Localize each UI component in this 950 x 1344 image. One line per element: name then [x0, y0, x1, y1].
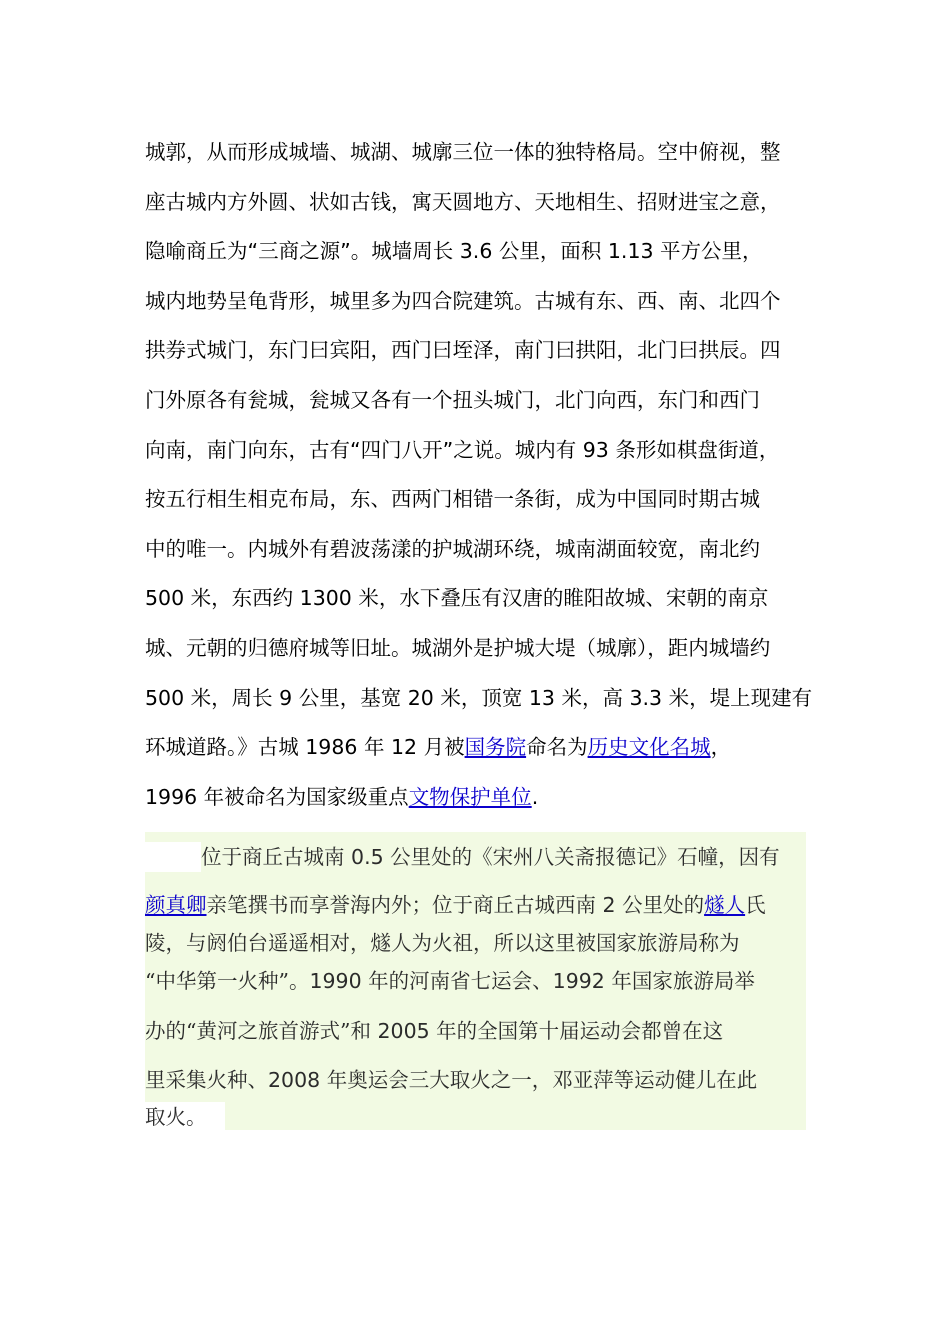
main-paragraph	[145, 132, 817, 826]
text-line: 城、元朝的归德府城等旧址。城湖外是护城大堤（城廓），距内城墙约	[145, 635, 771, 660]
text-segment: 位于商丘古城南	[201, 845, 352, 869]
text-line: 按五行相生相克布局，东、西两门相错一条街，成为中国同时期古城	[145, 487, 760, 512]
text-segment: 氏	[745, 893, 766, 917]
text-line	[145, 890, 766, 920]
text-segment: 命名为	[526, 735, 588, 760]
text-segment: 公里处的	[615, 893, 705, 917]
text-segment: “中华第一火种”。	[145, 969, 310, 993]
text-segment: 公里处的《宋州八关斋报德记》石幢，因有	[383, 845, 780, 869]
text-segment: 里采集火种、	[145, 1068, 268, 1092]
link-yan-zhenqing[interactable]: 颜真卿	[145, 893, 207, 917]
text-segment: 1986 年 12 月被	[298, 735, 465, 760]
text-segment: 年的全国第十届运动会都曾在这	[429, 1019, 724, 1043]
link-cultural-relics-protection[interactable]: 文物保护单位	[408, 784, 532, 809]
text-line: 500 米，周长 9 公里，基宽 20 米，顶宽 13 米，高 3.3 米，堤上现建有	[145, 685, 813, 710]
text-segment: 取火。	[145, 1102, 225, 1132]
text-line: 陵，与阏伯台遥遥相对，燧人为火祖，所以这里被国家旅游局称为	[145, 931, 740, 955]
text-line: 向南，南门向东，古有“四门八开”之说。城内有 93 条形如棋盘街道，	[145, 437, 780, 462]
text-line: 座古城内方外圆、状如古钱，寓天圆地方、天地相生、招财进宝之意，	[145, 189, 781, 214]
text-segment: 年的河南省七运会、	[361, 969, 553, 993]
text-line	[145, 1102, 225, 1132]
text-line: 500 米，东西约 1300 米，水下叠压有汉唐的睢阳故城、宋朝的南京	[145, 586, 769, 611]
text-line	[145, 966, 755, 996]
text-segment: 2008	[268, 1068, 321, 1092]
text-segment: 1990	[309, 969, 362, 993]
text-segment: 年奥运会三大取火之一，邓亚萍等运动健儿在此	[320, 1068, 758, 1092]
link-historic-city[interactable]: 历史文化名城	[587, 735, 711, 760]
text-segment: 办的“黄河之旅首游式”和	[145, 1019, 378, 1043]
text-line	[145, 842, 780, 872]
text-segment: 2005	[377, 1019, 430, 1043]
text-segment: ，	[710, 735, 732, 760]
text-line	[145, 727, 817, 777]
text-line: 门外原各有瓮城，瓮城又各有一个扭头城门，北门向西，东门和西门	[145, 387, 760, 412]
text-segment: .	[531, 784, 539, 809]
text-segment: 0.5	[351, 845, 384, 869]
text-line	[145, 777, 817, 827]
text-line: 中的唯一。内城外有碧波荡漾的护城湖环绕，城南湖面较宽，南北约	[145, 536, 760, 561]
text-segment: 1992	[552, 969, 605, 993]
text-line: 隐喻商丘为“三商之源”。城墙周长 3.6 公里，面积 1.13 平方公里，	[145, 239, 763, 264]
text-segment: 古城	[257, 735, 299, 760]
text-segment: 环城道路。》	[145, 735, 258, 760]
link-suiren[interactable]: 燧人	[704, 893, 746, 917]
text-segment: 2	[602, 893, 616, 917]
link-guowuyuan[interactable]: 国务院	[464, 735, 527, 760]
text-segment: 年国家旅游局举	[604, 969, 755, 993]
text-segment: 亲笔撰书而享誉海内外；位于商丘古城西南	[206, 893, 603, 917]
text-line: 拱券式城门，东门曰宾阳，西门曰垤泽，南门曰拱阳，北门曰拱辰。四	[145, 338, 781, 363]
text-segment: 1996 年被命名为国家级重点	[145, 784, 409, 809]
text-line: 城内地势呈龟背形，城里多为四合院建筑。古城有东、西、南、北四个	[145, 288, 781, 313]
highlighted-paragraph	[145, 832, 806, 1130]
text-line	[145, 1016, 723, 1046]
text-line: 城郭，从而形成城墙、城湖、城廓三位一体的独特格局。空中俯视，整	[145, 140, 781, 164]
text-line	[145, 1065, 757, 1095]
